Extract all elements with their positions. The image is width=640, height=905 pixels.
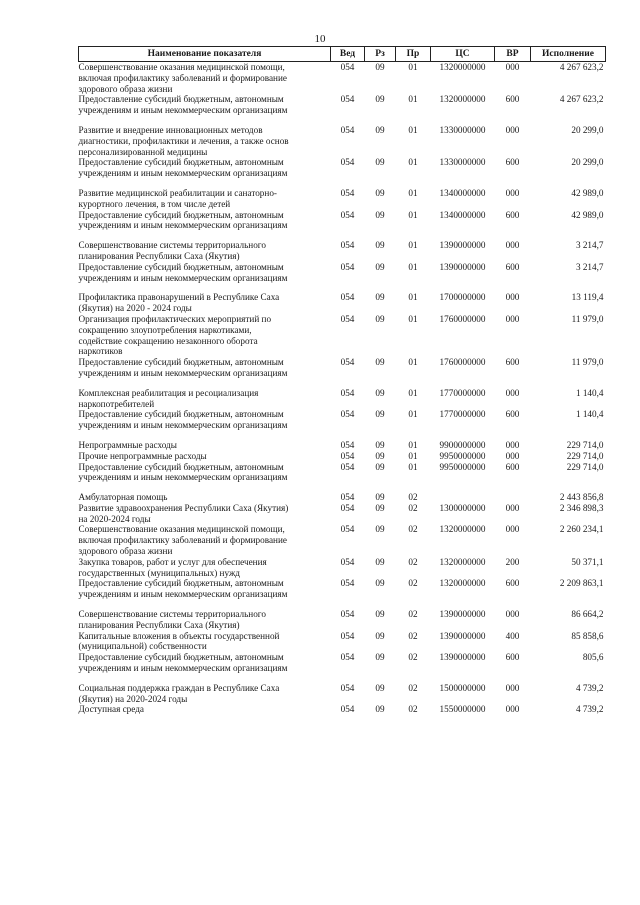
row-target-article: 1550000000 [439,704,486,715]
row-department: 054 [340,492,355,503]
table-row [79,440,606,451]
row-target-article: 1320000000 [439,556,486,567]
row-department: 054 [340,209,355,220]
row-indicator-name-line: учреждениям и иным некоммерческим организациям [78,168,288,179]
table-row [79,188,606,210]
row-subsection: 01 [408,450,418,461]
row-expense-type: 600 [505,209,520,220]
row-section: 09 [375,578,385,589]
row-expense-type: 000 [505,187,520,198]
row-execution-amount: 229 714,0 [566,461,604,472]
row-indicator-name-line: наркотиков [78,346,123,357]
row-target-article: 1320000000 [439,524,486,535]
row-section: 09 [375,439,385,450]
row-execution-amount: 229 714,0 [566,450,604,461]
row-expense-type: 000 [505,240,520,251]
row-target-article: 9950000000 [439,461,486,472]
row-execution-amount: 50 371,1 [571,556,604,567]
row-execution-amount: 11 979,0 [571,357,604,368]
table-row [79,94,606,116]
row-section: 09 [375,313,385,324]
row-expense-type: 000 [505,439,520,450]
row-indicator-name-line: Развитие медицинской реабилитации и санаторно- [78,187,277,198]
row-target-article: 1760000000 [439,357,486,368]
row-spacer-cell [79,231,606,240]
row-department: 054 [340,409,355,420]
row-department: 054 [340,124,355,135]
row-target-article: 1300000000 [439,502,486,513]
row-section: 09 [375,357,385,368]
row-target-article: 1390000000 [439,609,486,620]
row-indicator-name-line: Предоставление субсидий бюджетным, автономным [78,461,284,472]
row-indicator-name [79,157,331,179]
row-section: 09 [375,62,385,72]
table-row [79,578,606,600]
row-expense-type: 600 [505,261,520,272]
table-row [79,492,606,503]
row-execution-amount: 20 299,0 [571,124,604,135]
row-indicator-name-line: Капитальные вложения в объекты государственной [78,630,280,641]
row-subsection: 01 [408,439,418,450]
row-indicator-name-line: здорового образа жизни [78,546,173,557]
row-indicator-name-line: (Якутия) на 2020 - 2024 годы [78,303,192,314]
table-row [79,292,606,314]
table-row [79,631,606,653]
table-row [79,409,606,431]
row-indicator-name-line: Закупка товаров, работ и услуг для обеспечения [78,556,267,567]
row-execution-amount: 3 214,7 [575,240,604,251]
row-execution-amount: 1 140,4 [575,387,604,398]
row-subsection: 02 [408,630,418,641]
row-target-article: 1390000000 [439,261,486,272]
row-section: 09 [375,209,385,220]
row-section: 09 [375,524,385,535]
row-section: 09 [375,94,385,105]
row-department: 054 [340,682,355,693]
table-row [79,524,606,556]
row-indicator-name [79,262,331,284]
row-indicator-name-line: курортного лечения, в том числе детей [78,198,231,209]
row-indicator-name-line: учреждениям и иным некоммерческим организациям [78,589,288,600]
row-department: 054 [340,461,355,472]
row-execution-amount: 42 989,0 [571,187,604,198]
row-expense-type: 400 [505,630,520,641]
row-indicator-name-line: Развитие здравоохранения Республики Саха (Якутия) [78,502,289,513]
row-spacer [79,179,606,188]
table-row [79,240,606,262]
row-indicator-name [79,409,331,431]
row-expense-type: 000 [505,502,520,513]
row-target-article: 1770000000 [439,387,486,398]
row-execution-amount: 85 858,6 [571,630,604,641]
row-indicator-name [79,125,331,157]
row-indicator-name-line: Предоставление субсидий бюджетным, автономным [78,157,284,168]
row-department: 054 [340,609,355,620]
row-section: 09 [375,492,385,503]
row-subsection: 02 [408,502,418,513]
row-subsection: 01 [408,409,418,420]
row-target-article: 1330000000 [439,157,486,168]
row-expense-type: 600 [505,94,520,105]
table-row [79,609,606,631]
row-indicator-name-line: Предоставление субсидий бюджетным, автономным [78,94,284,105]
row-target-article: 1320000000 [439,578,486,589]
row-section: 09 [375,387,385,398]
row-indicator-name-line: учреждениям и иным некоммерческим организациям [78,420,288,431]
row-indicator-name-line: Социальная поддержка граждан в Республике Саха [78,682,280,693]
page-number: 10 [314,33,326,45]
row-section: 09 [375,157,385,168]
row-target-article: 1390000000 [439,630,486,641]
row-spacer [79,600,606,609]
row-section: 09 [375,682,385,693]
row-indicator-name-line: Непрограммные расходы [78,439,177,450]
row-execution-amount: 4 267 623,2 [559,62,604,72]
row-spacer [79,283,606,292]
row-section: 09 [375,409,385,420]
table-row [79,157,606,179]
table-row [79,62,606,95]
table-row [79,451,606,462]
row-expense-type: 600 [505,357,520,368]
row-indicator-name [79,631,331,653]
row-indicator-name [79,704,331,715]
row-indicator-name-line: Предоставление субсидий бюджетным, автономным [78,409,284,420]
header-department: Вед [331,47,365,62]
row-target-article: 1500000000 [439,682,486,693]
row-indicator-name-line: Предоставление субсидий бюджетным, автономным [78,652,284,663]
row-indicator-name-line: Профилактика правонарушений в Республике Саха [78,292,280,303]
row-spacer-cell [79,431,606,440]
row-section: 09 [375,261,385,272]
header-expense-type: ВР [495,47,531,62]
row-section: 09 [375,704,385,715]
row-department: 054 [340,261,355,272]
row-subsection: 01 [408,292,418,303]
row-department: 054 [340,292,355,303]
row-indicator-name-line: Комплексная реабилитация и ресоциализация [78,387,259,398]
row-execution-amount: 42 989,0 [571,209,604,220]
row-indicator-name [79,188,331,210]
row-indicator-name [79,240,331,262]
row-indicator-name-line: учреждениям и иным некоммерческим организациям [78,105,288,116]
row-expense-type: 200 [505,556,520,567]
row-section: 09 [375,502,385,513]
row-department: 054 [340,94,355,105]
row-indicator-name [79,578,331,600]
row-subsection: 01 [408,313,418,324]
row-department: 054 [340,439,355,450]
row-spacer-cell [79,674,606,683]
row-indicator-name-line: Предоставление субсидий бюджетным, автономным [78,209,284,220]
row-indicator-name [79,94,331,116]
row-section: 09 [375,292,385,303]
row-expense-type: 600 [505,652,520,663]
row-execution-amount: 20 299,0 [571,157,604,168]
row-indicator-name-line: Предоставление субсидий бюджетным, автономным [78,357,284,368]
row-subsection: 02 [408,609,418,620]
row-spacer [79,116,606,125]
row-indicator-name-line: планирования Республики Саха (Якутия) [78,250,240,261]
header-target-article: ЦС [431,47,495,62]
row-target-article [431,492,495,503]
row-target-article: 1700000000 [439,292,486,303]
row-department: 054 [340,240,355,251]
row-spacer-cell [79,116,606,125]
row-indicator-name-line: Развитие и внедрение инновационных методов [78,124,263,135]
row-department: 054 [340,187,355,198]
row-indicator-name-line: Предоставление субсидий бюджетным, автономным [78,261,284,272]
row-execution-amount: 2 209 863,1 [559,578,604,589]
row-indicator-name [79,292,331,314]
row-indicator-name-line: включая профилактику заболеваний и формирование [78,535,287,546]
row-indicator-name-line: Совершенствование системы территориального [78,240,266,251]
row-section: 09 [375,124,385,135]
row-expense-type: 000 [505,124,520,135]
row-indicator-name-line: Организация профилактических мероприятий по [78,313,272,324]
row-spacer-cell [79,600,606,609]
row-indicator-name [79,440,331,451]
row-expense-type: 000 [505,62,520,72]
row-subsection: 02 [408,556,418,567]
row-indicator-name-line: Доступная среда [78,704,144,715]
row-department: 054 [340,157,355,168]
row-target-article: 1330000000 [439,124,486,135]
row-target-article: 1340000000 [439,187,486,198]
row-indicator-name-line: Амбулаторная помощь [78,492,168,503]
row-subsection: 01 [408,387,418,398]
row-indicator-name [79,388,331,410]
row-indicator-name-line: диагностики, профилактики и лечения, а также основ [78,135,289,146]
row-subsection: 01 [408,261,418,272]
row-expense-type: 000 [505,387,520,398]
row-execution-amount: 3 214,7 [575,261,604,272]
row-subsection: 02 [408,492,418,503]
row-expense-type [495,492,531,503]
row-indicator-name-line: учреждениям и иным некоммерческим организациям [78,663,288,674]
row-department: 054 [340,313,355,324]
row-indicator-name [79,314,331,357]
row-execution-amount: 13 119,4 [571,292,604,303]
row-execution-amount: 229 714,0 [566,439,604,450]
row-department: 054 [340,652,355,663]
row-subsection: 02 [408,682,418,693]
table-header-row [79,47,606,62]
row-spacer-cell [79,483,606,492]
row-department: 054 [340,62,355,72]
row-target-article: 1390000000 [439,240,486,251]
row-indicator-name-line: учреждениям и иным некоммерческим организациям [78,472,288,483]
table-row [79,357,606,379]
row-department: 054 [340,357,355,368]
row-target-article: 1770000000 [439,409,486,420]
table-row [79,462,606,484]
row-indicator-name-line: учреждениям и иным некоммерческим организациям [78,220,288,231]
row-execution-amount: 4 739,2 [575,704,604,715]
row-subsection: 01 [408,94,418,105]
row-indicator-name [79,357,331,379]
table-row [79,704,606,715]
row-execution-amount: 2 260 234,1 [559,524,604,535]
row-subsection: 01 [408,124,418,135]
row-spacer [79,674,606,683]
table-row [79,210,606,232]
row-section: 09 [375,556,385,567]
row-indicator-name [79,609,331,631]
row-department: 054 [340,524,355,535]
row-department: 054 [340,556,355,567]
row-spacer-cell [79,179,606,188]
row-indicator-name-line: Совершенствование оказания медицинской помощи, [78,524,285,535]
row-target-article: 9950000000 [439,450,486,461]
row-expense-type: 000 [505,450,520,461]
row-spacer [79,379,606,388]
row-indicator-name [79,62,331,95]
row-indicator-name [79,524,331,556]
row-indicator-name-line: содействие сокращению незаконного оборота [78,335,258,346]
table-row [79,683,606,705]
row-target-article: 1340000000 [439,209,486,220]
row-indicator-name-line: персонализированной медицины [78,146,208,157]
row-indicator-name-line: сокращению злоупотребления наркотиками, [78,324,252,335]
row-subsection: 02 [408,524,418,535]
row-subsection: 01 [408,62,418,72]
row-execution-amount: 1 140,4 [575,409,604,420]
row-indicator-name-line: на 2020-2024 годы [78,513,151,524]
row-department: 054 [340,704,355,715]
row-expense-type: 600 [505,409,520,420]
row-spacer [79,231,606,240]
row-indicator-name-line: Совершенствование оказания медицинской помощи, [78,62,285,72]
row-spacer-cell [79,283,606,292]
row-subsection: 01 [408,240,418,251]
row-indicator-name [79,462,331,484]
table-row [79,652,606,674]
table-row [79,388,606,410]
row-indicator-name-line: здорового образа жизни [78,83,173,94]
table-body [79,62,606,716]
row-execution-amount: 2 443 856,8 [559,492,604,503]
header-section: Рз [365,47,396,62]
expenditure-table [78,46,606,715]
table-row [79,125,606,157]
table-row [79,262,606,284]
row-indicator-name-line: Предоставление субсидий бюджетным, автономным [78,578,284,589]
row-target-article: 9900000000 [439,439,486,450]
row-target-article: 1320000000 [439,94,486,105]
row-indicator-name-line: включая профилактику заболеваний и формирование [78,72,287,83]
row-expense-type: 000 [505,682,520,693]
row-indicator-name [79,492,331,503]
row-expense-type: 600 [505,157,520,168]
row-spacer [79,431,606,440]
row-indicator-name [79,451,331,462]
row-section: 09 [375,187,385,198]
row-department: 054 [340,630,355,641]
row-expense-type: 000 [505,609,520,620]
row-expense-type: 600 [505,578,520,589]
table-row [79,503,606,525]
row-indicator-name-line: (Якутия) на 2020-2024 годы [78,693,188,704]
row-indicator-name-line: учреждениям и иным некоммерческим организациям [78,367,288,378]
row-subsection: 01 [408,187,418,198]
row-subsection: 01 [408,209,418,220]
row-indicator-name-line: (муниципальной) собственности [78,641,207,652]
row-section: 09 [375,461,385,472]
row-target-article: 1390000000 [439,652,486,663]
table-row [79,557,606,579]
row-expense-type: 000 [505,524,520,535]
row-department: 054 [340,387,355,398]
row-section: 09 [375,609,385,620]
row-indicator-name-line: учреждениям и иным некоммерческим организациям [78,272,288,283]
row-spacer-cell [79,379,606,388]
row-indicator-name-line: государственных (муниципальных) нужд [78,567,240,578]
row-section: 09 [375,450,385,461]
row-subsection: 01 [408,461,418,472]
header-indicator-name: Наименование показателя [79,47,331,62]
row-expense-type: 000 [505,313,520,324]
row-subsection: 02 [408,652,418,663]
row-indicator-name-line: наркопотребителей [78,398,155,409]
row-department: 054 [340,578,355,589]
row-spacer [79,483,606,492]
row-subsection: 01 [408,357,418,368]
row-indicator-name [79,557,331,579]
row-section: 09 [375,630,385,641]
row-subsection: 02 [408,704,418,715]
row-section: 09 [375,652,385,663]
row-execution-amount: 4 267 623,2 [559,94,604,105]
row-expense-type: 600 [505,461,520,472]
row-department: 054 [340,502,355,513]
header-subsection: Пр [396,47,431,62]
row-indicator-name [79,210,331,232]
row-expense-type: 000 [505,292,520,303]
row-indicator-name-line: планирования Республики Саха (Якутия) [78,619,240,630]
row-target-article: 1320000000 [439,62,486,72]
row-expense-type: 000 [505,704,520,715]
row-execution-amount: 4 739,2 [575,682,604,693]
row-target-article: 1760000000 [439,313,486,324]
row-indicator-name-line: Прочие непрограммные расходы [78,450,207,461]
table-row [79,314,606,357]
row-execution-amount: 2 346 898,3 [559,502,604,513]
row-subsection: 01 [408,157,418,168]
row-execution-amount: 805,6 [582,652,604,663]
row-section: 09 [375,240,385,251]
row-execution-amount: 86 664,2 [571,609,604,620]
row-department: 054 [340,450,355,461]
row-indicator-name [79,503,331,525]
header-execution: Исполнение [531,47,606,62]
row-subsection: 02 [408,578,418,589]
row-indicator-name-line: Совершенствование системы территориального [78,609,266,620]
row-indicator-name [79,683,331,705]
row-indicator-name [79,652,331,674]
row-execution-amount: 11 979,0 [571,313,604,324]
